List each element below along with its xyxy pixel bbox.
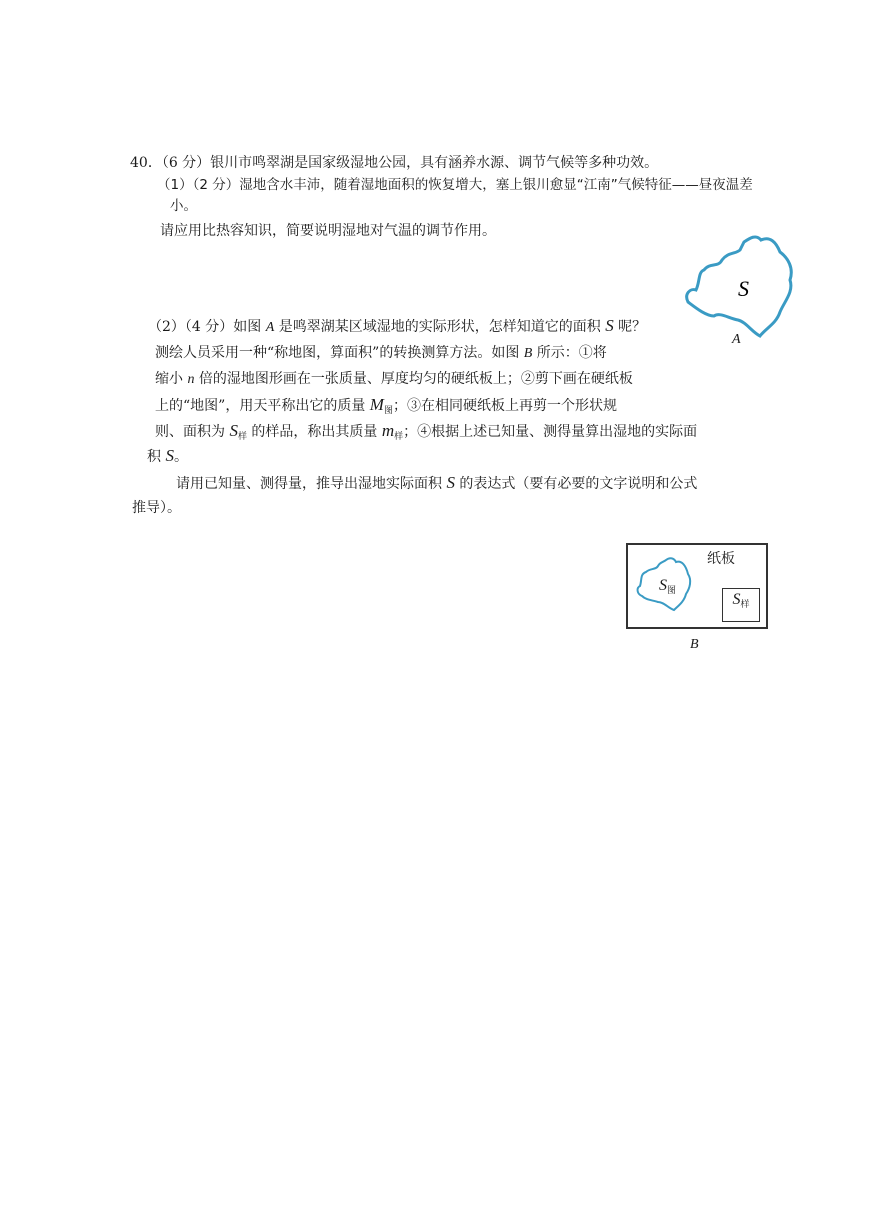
part2-l1-b: 是鸣翠湖某区域湿地的实际形状，怎样知道它的面积 [274, 319, 606, 335]
map-label-sub: 图 [667, 586, 677, 596]
part2-l1-c: 呢？ [613, 319, 647, 335]
map-label-S: S [659, 577, 667, 594]
part2-l1-S: S [605, 316, 614, 335]
part2-prompt-line2: 推导）。 [132, 500, 181, 516]
part2-l5-c: ；④根据上述已知量、测得量算出湿地的实际面 [403, 424, 698, 440]
part2-l5-m-sub: 样 [394, 432, 404, 442]
part2-l4-M: M [369, 395, 384, 414]
part2-l6-b: 。 [173, 449, 188, 465]
part2-l2-a: 测绘人员采用一种“称地图，算面积”的转换测算方法。如图 [155, 345, 524, 361]
part2-l2-B: B [523, 346, 533, 361]
part2-prompt-S: S [446, 473, 455, 492]
sample-label-sub: 样 [740, 600, 750, 610]
figure-a-caption: A [732, 332, 741, 347]
part2-l3-a: 缩小 [155, 371, 188, 387]
map-label [659, 575, 676, 596]
part2-prompt-line1 [176, 473, 697, 494]
part2-line5 [155, 421, 697, 447]
figure-b-caption: B [690, 637, 699, 652]
sample-label-S: S [732, 591, 741, 608]
part2-line2 [155, 343, 607, 364]
part2-l5-a: 则、面积为 [155, 424, 230, 440]
part1-prompt: 请应用比热容知识，简要说明湿地对气温的调节作用。 [160, 223, 496, 239]
part2-line1 [148, 316, 646, 338]
question-header: 40．（6 分）银川市鸣翠湖是国家级湿地公园，具有涵养水源、调节气候等多种功效。 [130, 155, 659, 171]
part2-prompt-a: 请用已知量、测得量，推导出湿地实际面积 [176, 476, 447, 492]
figure-a [684, 232, 800, 344]
part2-l1-a: （2）（4 分）如图 [148, 319, 266, 335]
part2-l5-b: 的样品，称出其质量 [246, 424, 382, 440]
wetland-outline-a [684, 232, 800, 344]
part2-prompt-b: 的表达式（要有必要的文字说明和公式 [454, 476, 698, 492]
part2-line6 [147, 446, 188, 467]
part2-l4-M-sub: 图 [383, 406, 393, 416]
part2-l5-S-sub: 样 [237, 432, 247, 442]
part1-line1: （1）（2 分）湿地含水丰沛，随着湿地面积的恢复增大，塞上银川愈显“江南”气候特征——昼夜温差 [157, 177, 753, 193]
sample-box [722, 588, 760, 622]
part2-line4 [155, 395, 617, 421]
part2-l5-S: S [229, 421, 238, 440]
board-label: 纸板 [707, 551, 735, 567]
part2-l6-a: 积 [147, 449, 166, 465]
part2-l2-b: 所示：①将 [532, 345, 607, 361]
part2-l1-A: A [265, 320, 275, 335]
figure-a-shape-label: S [738, 276, 749, 301]
part2-line3 [155, 369, 633, 390]
part2-l6-S: S [165, 446, 174, 465]
part2-l4-a: 上的“地图”，用天平称出它的质量 [155, 398, 370, 414]
part2-l4-b: ；③在相同硬纸板上再剪一个形状规 [392, 398, 617, 414]
part2-l3-n: n [187, 372, 195, 387]
part2-l3-b: 倍的湿地图形画在一张质量、厚度均匀的硬纸板上；②剪下画在硬纸板 [194, 371, 633, 387]
part2-l5-m: m [381, 421, 395, 440]
part1-line2: 小。 [170, 198, 197, 214]
